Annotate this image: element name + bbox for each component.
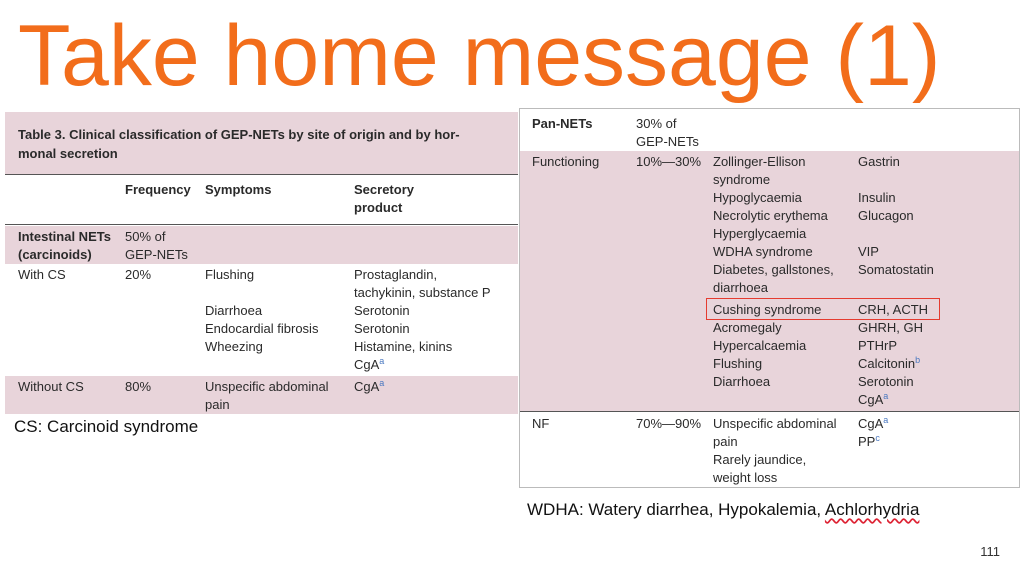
without-cs-row xyxy=(5,376,518,414)
syndrome-item: Flushing xyxy=(713,356,763,371)
caption-wdha xyxy=(527,500,919,520)
product-item: Prostaglandin, xyxy=(354,267,438,282)
product-item-cga: CgA$^a$ xyxy=(858,391,889,407)
slide-title: Take home message (1) xyxy=(18,8,941,104)
product-item: GHRH, GH xyxy=(858,320,923,335)
without-cs-symptom-line1: Unspecific abdominal xyxy=(205,379,329,394)
syndrome-item: Zollinger-Ellison xyxy=(713,154,806,169)
with-cs-freq: 20% xyxy=(125,267,152,282)
pan-nets-row xyxy=(520,109,1019,151)
product-item: Insulin xyxy=(858,190,896,205)
pan-nets-freq-line2: GEP-NETs xyxy=(636,134,699,149)
pan-nets-label: Pan-NETs xyxy=(532,116,593,131)
product-item: Serotonin xyxy=(354,303,410,318)
pan-nets-freq-line1: 30% of xyxy=(636,116,677,131)
header-symptoms: Symptoms xyxy=(205,182,272,197)
syndrome-item: Diarrhoea xyxy=(713,374,771,389)
cushing-highlight-box xyxy=(706,298,940,320)
syndrome-item: Hypoglycaemia xyxy=(713,190,802,205)
functioning-label: Functioning xyxy=(532,154,600,169)
without-cs-label: Without CS xyxy=(18,379,84,394)
symptom-item: Diarrhoea xyxy=(205,303,263,318)
symptom-item: Flushing xyxy=(205,267,255,282)
header-frequency: Frequency xyxy=(125,182,191,197)
syndrome-item: Hyperglycaemia xyxy=(713,226,807,241)
table-title-row xyxy=(5,112,518,174)
functioning-freq: 10%—30% xyxy=(636,154,702,169)
header-secretory-line1: Secretory xyxy=(354,182,414,197)
product-item: PTHrP xyxy=(858,338,897,353)
footnote-mark: b xyxy=(915,355,921,365)
product-item: Histamine, kinins xyxy=(354,339,453,354)
without-cs-symptom-line2: pain xyxy=(205,397,230,412)
syndrome-item: Acromegaly xyxy=(713,320,782,335)
without-cs-product: CgA$^a$ xyxy=(354,378,385,394)
footnote-mark: a xyxy=(379,356,385,366)
header-secretory-line2: product xyxy=(354,200,403,215)
syndrome-item: diarrhoea xyxy=(713,280,768,295)
table-title-line1: Clinical classification of GEP-NETs by site of origin and by hor- xyxy=(65,127,460,142)
product-item: Somatostatin xyxy=(858,262,934,277)
footnote-mark: a xyxy=(883,415,889,425)
syndrome-item-cushing: Cushing syndrome xyxy=(713,302,822,317)
nf-symptom-item: weight loss xyxy=(713,470,778,485)
intestinal-freq-line2: GEP-NETs xyxy=(125,247,188,262)
table-number: Table 3. xyxy=(18,127,66,142)
nf-symptom-item: Rarely jaundice, xyxy=(713,452,807,467)
without-cs-freq: 80% xyxy=(125,379,152,394)
with-cs-label: With CS xyxy=(18,267,66,282)
footnote-mark: a xyxy=(883,391,889,401)
product-item: Glucagon xyxy=(858,208,914,223)
caption-wdha-text: WDHA: Watery diarrhea, Hypokalemia, xyxy=(527,500,825,519)
product-item: Serotonin xyxy=(858,374,914,389)
product-item-cga: CgA$^a$ xyxy=(354,356,385,372)
right-table xyxy=(519,108,1020,488)
table-title xyxy=(18,126,460,144)
product-item-crh-acth: CRH, ACTH xyxy=(858,302,929,317)
with-cs-row xyxy=(5,264,518,374)
nf-label: NF xyxy=(532,416,550,431)
product-item-calcitonin: Calcitonin$^b$ xyxy=(858,355,921,371)
intestinal-label-line1: Intestinal NETs xyxy=(18,229,111,244)
intestinal-row xyxy=(5,226,518,264)
intestinal-freq-line1: 50% of xyxy=(125,229,166,244)
caption-cs: CS: Carcinoid syndrome xyxy=(14,417,199,436)
footnote-mark: a xyxy=(379,378,385,388)
nf-symptom-item: pain xyxy=(713,434,738,449)
product-item: Gastrin xyxy=(858,154,900,169)
left-table xyxy=(5,108,518,414)
functioning-row xyxy=(520,151,1019,411)
nf-row xyxy=(520,413,1019,487)
product-item: Serotonin xyxy=(354,321,410,336)
syndrome-item: Diabetes, gallstones, xyxy=(713,262,834,277)
table-title-line2: monal secretion xyxy=(18,146,118,161)
syndrome-item: Hypercalcaemia xyxy=(713,338,807,353)
syndrome-item: Necrolytic erythema xyxy=(713,208,828,223)
symptom-item: Wheezing xyxy=(205,339,263,354)
syndrome-item: syndrome xyxy=(713,172,771,187)
nf-symptom-item: Unspecific abdominal xyxy=(713,416,837,431)
symptom-item: Endocardial fibrosis xyxy=(205,321,319,336)
syndrome-item: WDHA syndrome xyxy=(713,244,813,259)
nf-product-cga: CgA$^a$ xyxy=(858,415,889,431)
product-item: VIP xyxy=(858,244,879,259)
nf-freq: 70%—90% xyxy=(636,416,702,431)
product-item: tachykinin, substance P xyxy=(354,285,491,300)
nf-product-pp: $PP^c$ xyxy=(858,433,880,449)
footnote-mark: c xyxy=(875,433,880,443)
intestinal-label-line2: (carcinoids) xyxy=(18,247,92,262)
page-number: 111 xyxy=(980,544,1000,559)
caption-wdha-underlined: Achlorhydria xyxy=(824,500,920,519)
